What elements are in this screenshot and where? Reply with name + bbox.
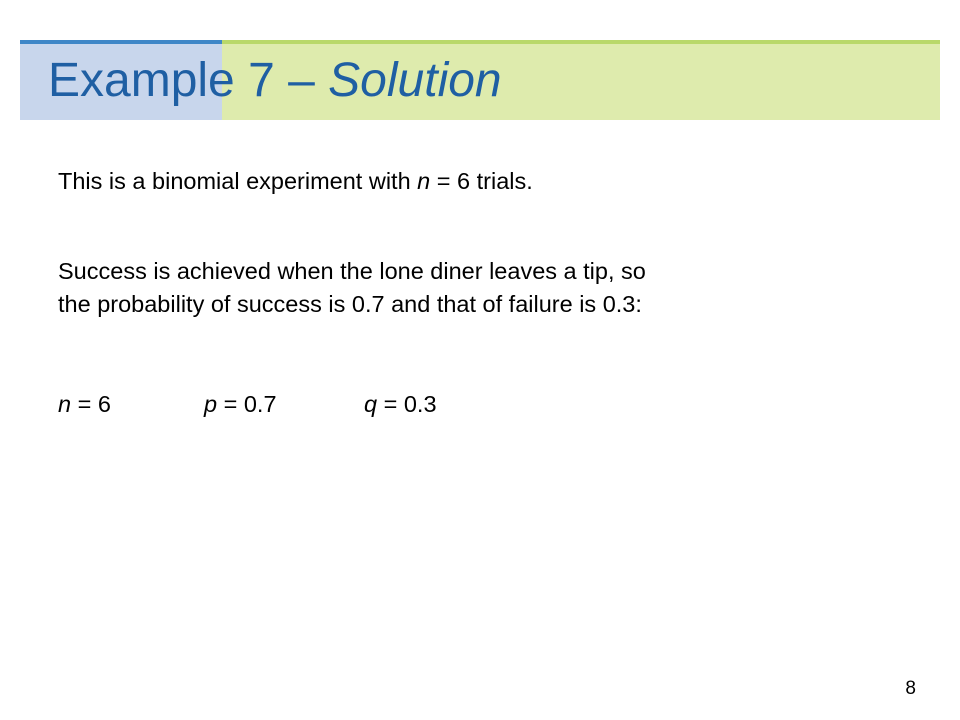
param-q-var: q xyxy=(364,391,378,417)
page-number: 8 xyxy=(905,678,916,699)
param-p-var: p xyxy=(204,391,218,417)
para1-var-n: n xyxy=(417,168,431,194)
para2-line2: the probability of success is 0.7 and that of failure is 0.3: xyxy=(58,291,642,317)
title-bar xyxy=(20,40,940,120)
para1-after: = 6 trials. xyxy=(430,168,533,194)
param-n-var: n xyxy=(58,391,72,417)
parameters-line xyxy=(58,388,437,421)
paragraph-success xyxy=(58,255,646,321)
slide-title-main: Example 7 – xyxy=(48,54,329,107)
title-rule-blue xyxy=(20,40,222,44)
param-p-value: = 0.7 xyxy=(217,391,277,417)
param-n-value: = 6 xyxy=(71,391,111,417)
param-n xyxy=(58,388,204,421)
param-q-value: = 0.3 xyxy=(377,391,437,417)
para2-line1: Success is achieved when the lone diner leaves a tip, so xyxy=(58,258,646,284)
slide-title xyxy=(48,50,502,112)
paragraph-binomial xyxy=(58,165,533,198)
param-p xyxy=(204,388,364,421)
param-q xyxy=(364,388,437,421)
para1-before: This is a binomial experiment with xyxy=(58,168,418,194)
title-rule-green xyxy=(222,40,940,44)
slide-title-italic: Solution xyxy=(328,54,502,107)
